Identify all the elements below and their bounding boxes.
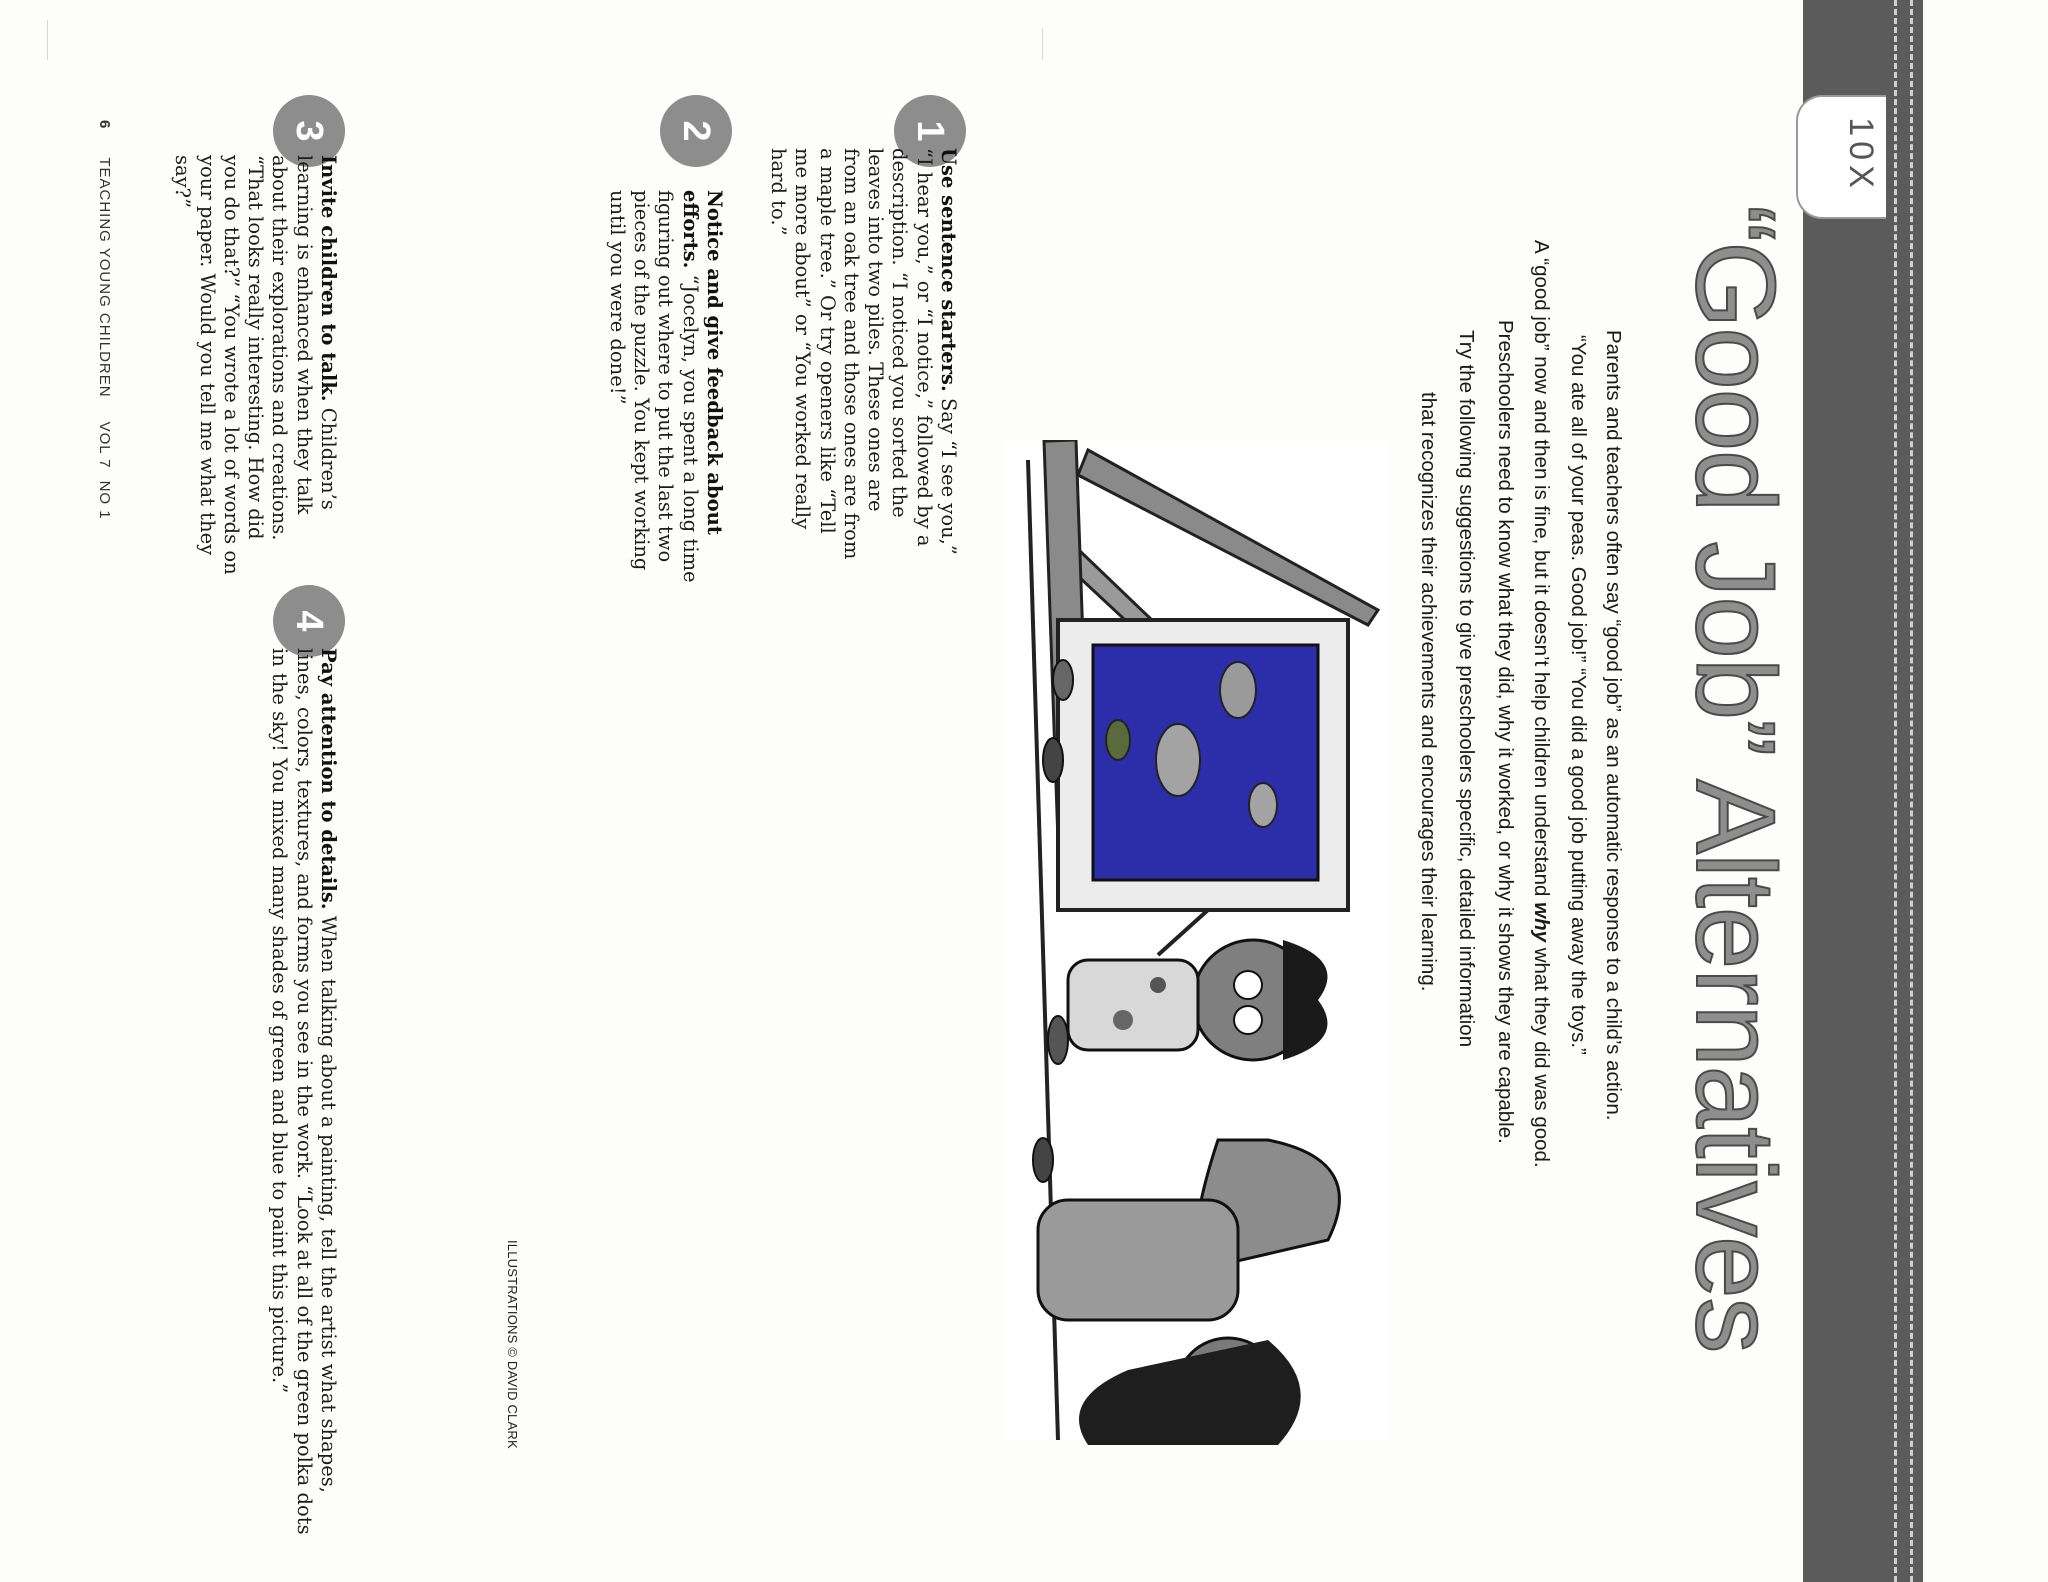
tip-title: Pay attention to details.: [317, 648, 340, 910]
tip-text: Say “I see you,” “I hear you,” or “I notice,” followed by a description. “I noticed you sorted the leaves into two piles. These ones are from an oak tree and those ones are from a maple tree.” Or try openers like “Tell me more about” or “You worked really hard to.”: [766, 148, 960, 560]
tip-title: Use sentence starters.: [937, 148, 960, 392]
page-title: “Good Job” Alternatives: [1673, 205, 1798, 1353]
painting-canvas: [1058, 620, 1348, 910]
illustration: [998, 440, 1388, 1450]
intro-text: what they did was good.: [1530, 942, 1553, 1168]
intro-line: [1531, 240, 1552, 1168]
publication-name: TEACHING YOUNG CHILDREN: [96, 157, 113, 398]
page-footer: [96, 120, 113, 520]
tip-2: [605, 190, 726, 610]
tip-title: Invite children to talk.: [317, 155, 340, 402]
tip-3: [170, 155, 340, 575]
intro-line: that recognizes their achievements and encourages their learning.: [1417, 392, 1440, 992]
tip-title: Notice and give feedback about efforts.: [678, 190, 726, 535]
stitch-line: [1894, 0, 1897, 1582]
tip-text: “Jocelyn, you spent a long time figuring out where to put the last two pieces of the puzzle. You kept working until you were done!”: [605, 190, 702, 583]
illustration-credit: ILLUSTRATIONS © DAVID CLARK: [505, 1240, 520, 1449]
intro-line: Preschoolers need to know what they did, why it worked, or why it shows they are capable.: [1494, 320, 1517, 1144]
tip-text: When talking about a painting, tell the artist what shapes, lines, colors, textures, and forms you see in the work. “Look at all of the green polka dots in the sky! You mixed many shades of green and blue to paint this picture.”: [268, 648, 340, 1535]
tip-1: [766, 148, 960, 564]
intro-line: Try the following suggestions to give preschoolers specific, detailed information: [1455, 330, 1478, 1048]
intro-emphasis: why: [1530, 902, 1553, 943]
section-tab-label: 10X: [1842, 117, 1880, 193]
tip-4: [267, 648, 340, 1543]
tip-number-badge: 4: [273, 585, 345, 657]
intro-line: “You ate all of your peas. Good job!” “You did a good job putting away the toys.”: [1567, 335, 1590, 1055]
issue: NO 1: [96, 480, 113, 520]
intro-text: A “good job” now and then is fine, but it doesn’t help children understand: [1530, 240, 1553, 903]
tip-number-badge: 1: [894, 95, 966, 167]
stitch-line: [1910, 0, 1913, 1582]
volume: VOL 7: [96, 421, 113, 469]
scan-mark: [47, 20, 48, 60]
tip-number-badge: 3: [273, 95, 345, 167]
intro-line: Parents and teachers often say “good job” as an automatic response to a child’s action.: [1602, 330, 1625, 1121]
scan-mark: [1042, 28, 1043, 60]
tip-number-badge: 2: [660, 95, 732, 167]
page-number: 6: [96, 120, 113, 130]
header-band: [1803, 0, 1923, 1582]
tip-text: Children’s learning is enhanced when they talk about their explorations and creations. “That looks really interesting. How did you do that?” “You wrote a lot of words on your paper. Would you tell me what they say?”: [171, 155, 340, 575]
